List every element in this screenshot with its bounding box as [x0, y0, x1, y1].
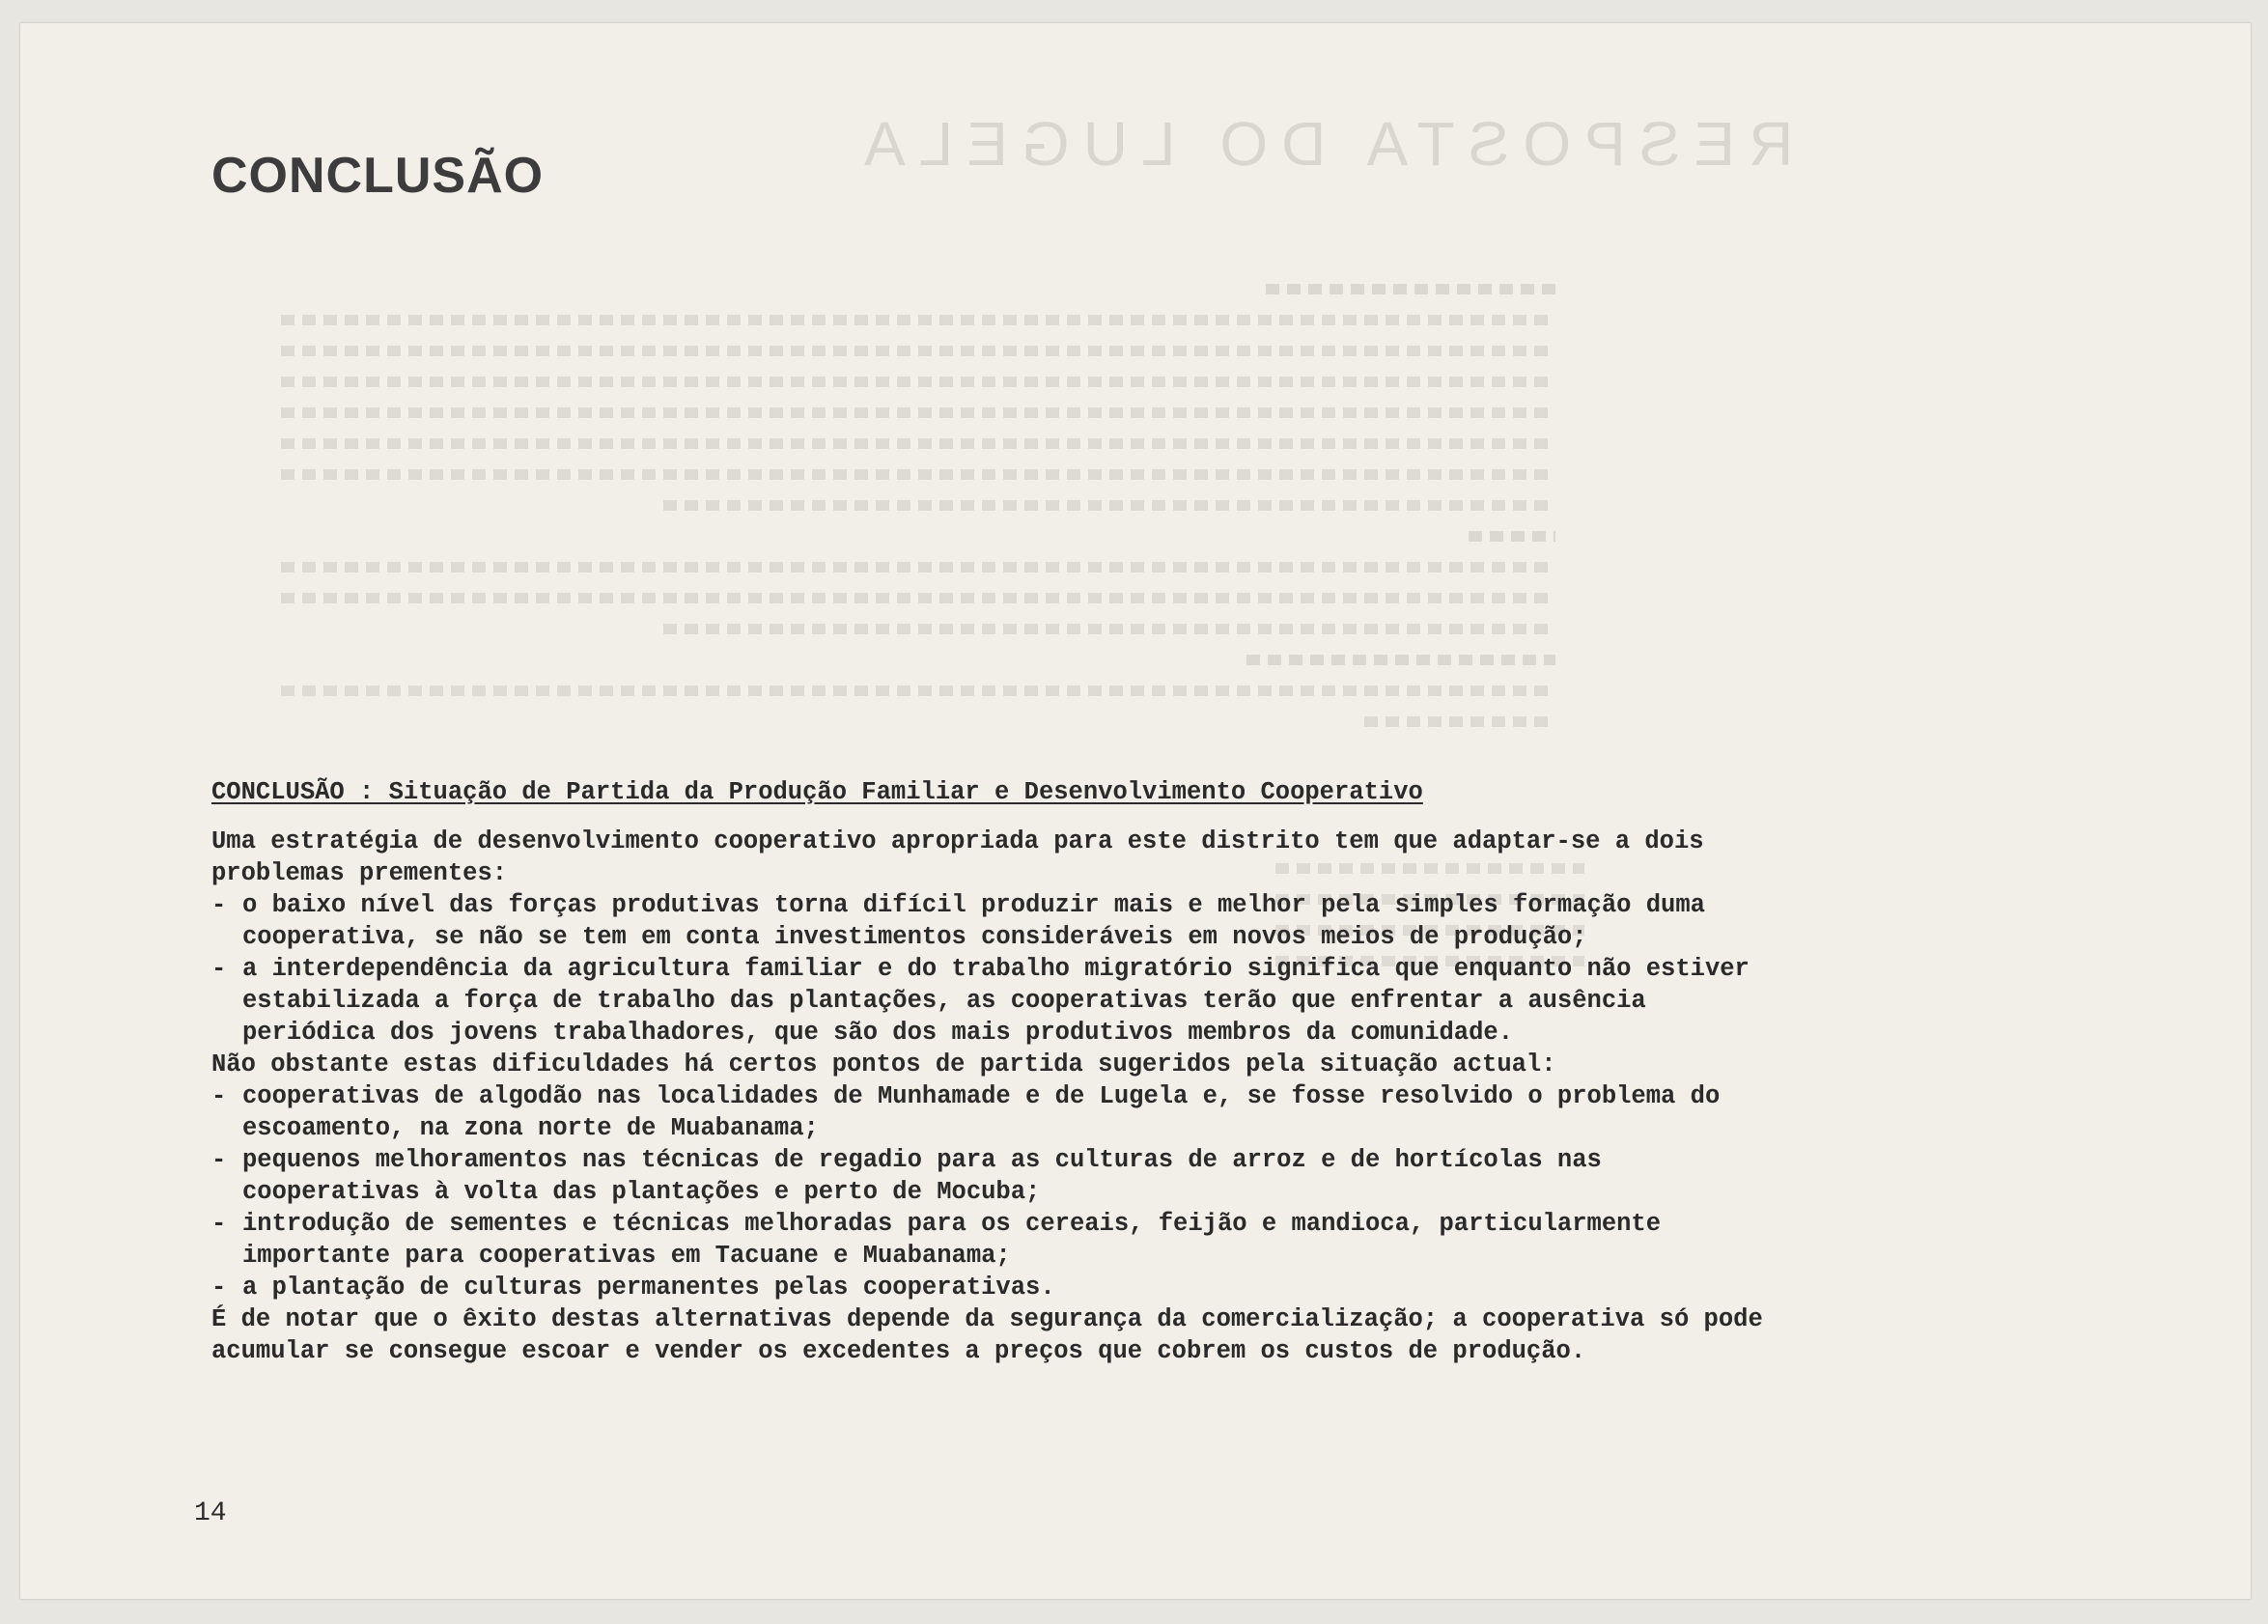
starting-point-text: pequenos melhoramentos nas técnicas de regadio para as culturas de arroz e de hortícolas nas cooperativas à volta das plantações e perto de Mocuba; — [242, 1146, 1602, 1206]
problem-text: a interdependência da agricultura familiar e do trabalho migratório significa que enquanto não estiver estabilizada a força de trabalho das plantações, as cooperativas terão que enfrentar a ausência periódica dos jovens trabalhadores, que são dos mais produtivos membros da comunidade. — [242, 955, 1750, 1047]
dash-bullet: - — [211, 955, 227, 983]
dash-bullet: - — [211, 891, 227, 919]
problem-text: o baixo nível das forças produtivas torna difícil produzir mais e melhor pela simples formação duma cooperativa, se não se tem em conta investimentos consideráveis em novos meios de produção; — [242, 891, 1705, 951]
dash-bullet: - — [211, 1274, 227, 1302]
dash-bullet: - — [211, 1082, 227, 1110]
document-page — [20, 23, 2251, 1599]
starting-point-item — [211, 1144, 1766, 1208]
closing-paragraph: É de notar que o êxito destas alternativas depende da segurança da comercialização; a cooperativa só pode acumular se consegue escoar e vender os excedentes a preços que cobrem os custos de produção. — [211, 1305, 1763, 1365]
starting-point-text: a plantação de culturas permanentes pelas cooperativas. — [242, 1274, 1055, 1302]
conclusion-body — [211, 776, 1766, 1367]
problem-item — [211, 889, 1766, 953]
bleed-through-text: RESPOSTA DO LUGELA — [851, 109, 1794, 179]
starting-point-text: introdução de sementes e técnicas melhoradas para os cereais, feijão e mandioca, particularmente importante para cooperativas em Tacuane e Muabanama; — [242, 1210, 1662, 1270]
starting-point-text: cooperativas de algodão nas localidades de Munhamade e de Lugela e, se fosse resolvido o problema do escoamento, na zona norte de Muabanama; — [242, 1082, 1721, 1142]
intro-paragraph: Uma estratégia de desenvolvimento cooperativo apropriada para este distrito tem que adaptar-se a dois problemas prementes: — [211, 827, 1704, 887]
section-subheading: CONCLUSÃO : Situação de Partida da Produção Familiar e Desenvolvimento Cooperativo — [211, 778, 1423, 806]
starting-point-item — [211, 1080, 1766, 1144]
page-title: CONCLUSÃO — [211, 148, 545, 204]
bleed-through-block — [281, 284, 1555, 747]
starting-points-intro: Não obstante estas dificuldades há certos pontos de partida sugeridos pela situação actual: — [211, 1050, 1556, 1078]
starting-point-item — [211, 1208, 1766, 1272]
dash-bullet: - — [211, 1210, 227, 1238]
starting-point-item — [211, 1272, 1766, 1303]
page-number: 14 — [194, 1498, 227, 1528]
dash-bullet: - — [211, 1146, 227, 1174]
problem-item — [211, 953, 1766, 1049]
